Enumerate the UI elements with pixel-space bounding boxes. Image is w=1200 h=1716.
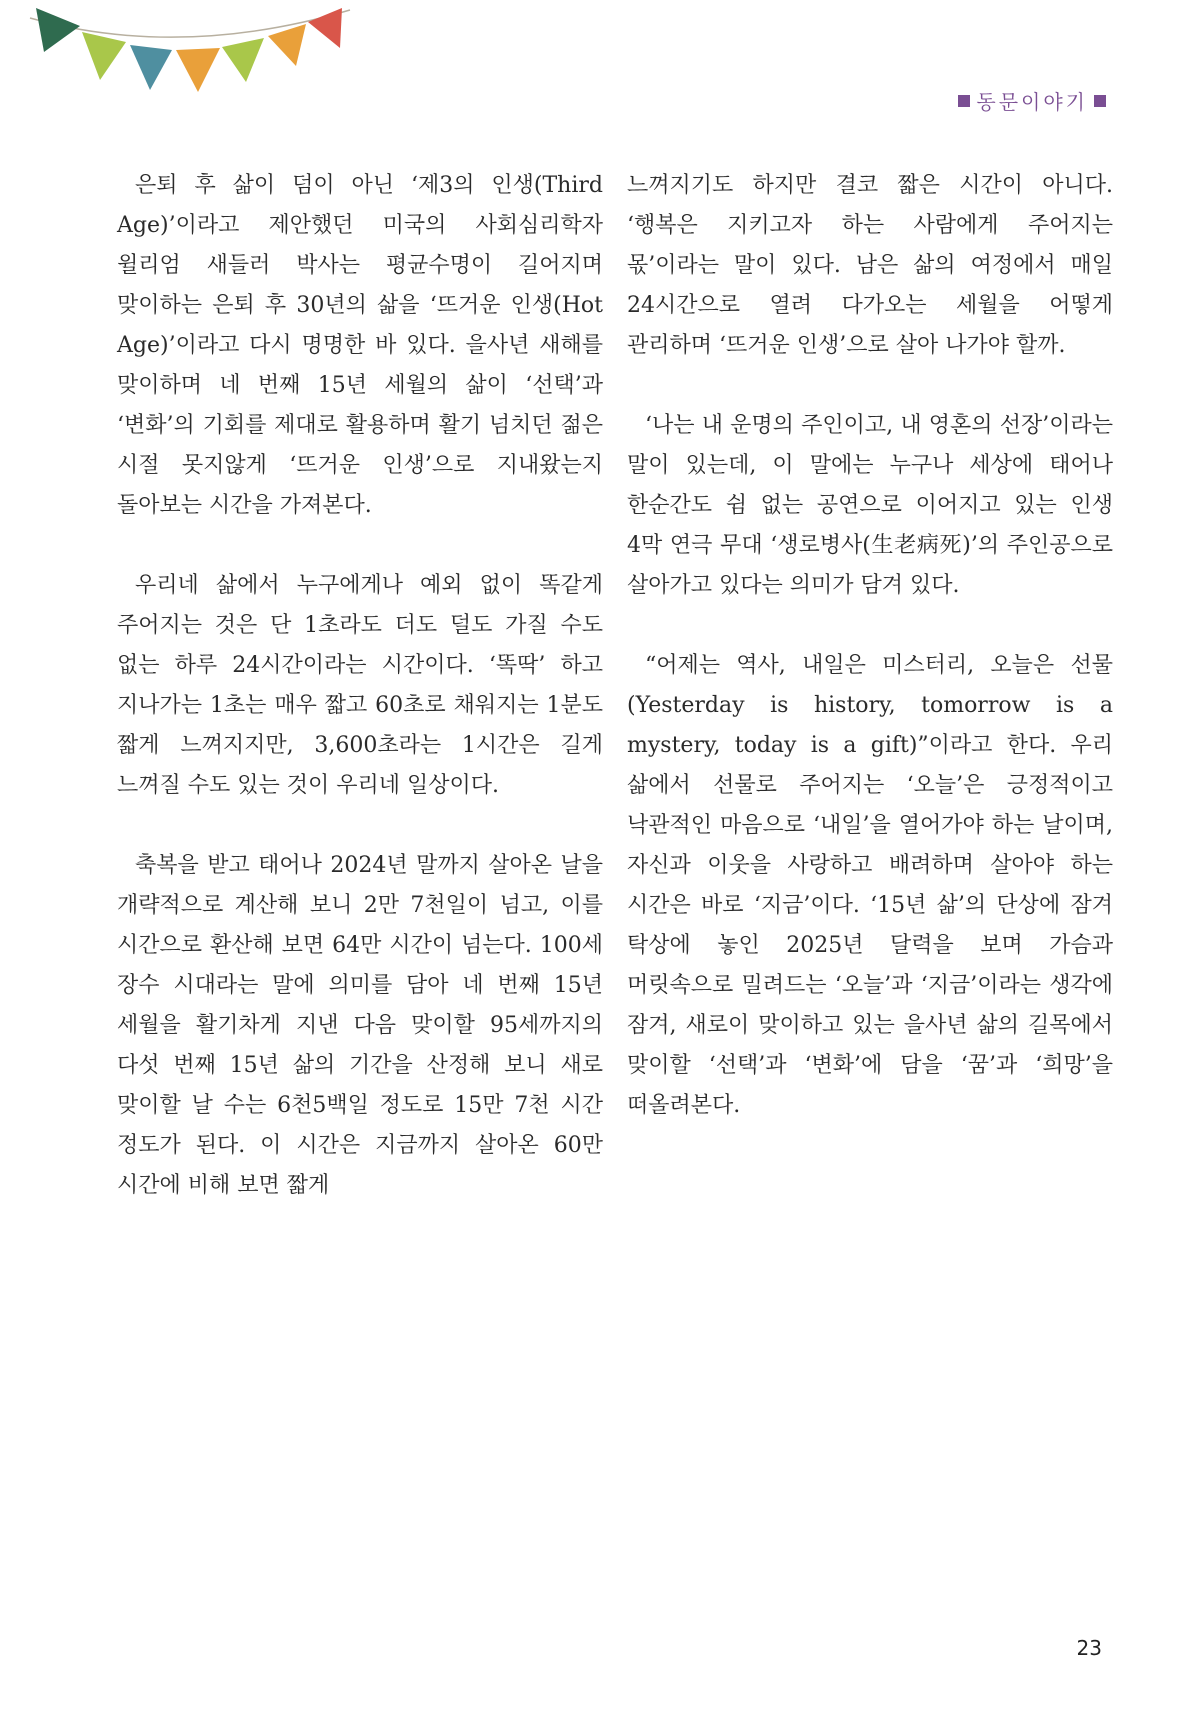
bunting-flags-decoration [0,0,380,110]
flag-1 [36,8,80,52]
header-square-left [958,95,970,107]
flag-4 [176,48,220,92]
paragraph: “어제는 역사, 내일은 미스터리, 오늘은 선물(Yesterday is history, tomorrow is a mystery, today is a gift)”이라고 한다. 우리 삶에서 선물로 주어지는 ‘오늘’은 긍정적이고 낙관적인 마음으로 ‘내일’을 열어가야 하는 날이며, 자신과 이웃을 사랑하고 배려하며 살아야 하는 시간은 바로 ‘지금’이다. ‘15년 삶’의 단상에 잠겨 탁상에 놓인 2025년 달력을 보며 가슴과 머릿속으로 밀려드는 ‘오늘’과 ‘지금’이라는 생각에 잠겨, 새로이 맞이하고 있는 을사년 삶의 길목에서 맞이할 ‘선택’과 ‘변화’에 담을 ‘꿈’과 ‘희망’을 떠올려본다. [627,653,1113,1118]
flag-5 [222,38,264,82]
flag-3 [130,45,172,90]
left-column [117,166,603,1246]
right-column [627,166,1113,1166]
section-header [958,86,1106,115]
header-square-right [1094,95,1106,107]
paragraph: 우리네 삶에서 누구에게나 예외 없이 똑같게 주어지는 것은 단 1초라도 더도 덜도 가질 수도 없는 하루 24시간이라는 시간이다. ‘똑딱’ 하고 지나가는 1초는 매우 짧고 60초로 채워지는 1분도 짧게 느껴지지만, 3,600초라는 1시간은 길게 느껴질 수도 있는 것이 우리네 일상이다. [117,573,603,798]
page-number: 23 [1076,1636,1102,1660]
paragraph: 느껴지기도 하지만 결코 짧은 시간이 아니다. ‘행복은 지키고자 하는 사람에게 주어지는 몫’이라는 말이 있다. 남은 삶의 여정에서 매일 24시간으로 열려 다가오는 세월을 어떻게 관리하며 ‘뜨거운 인생’으로 살아 나가야 할까. [627,173,1113,358]
paragraph: 축복을 받고 태어나 2024년 말까지 살아온 날을 개략적으로 계산해 보니 2만 7천일이 넘고, 이를 시간으로 환산해 보면 64만 시간이 넘는다. 100세 장수 시대라는 말에 의미를 담아 네 번째 15년 세월을 활기차게 지낸 다음 맞이할 95세까지의 다섯 번째 15년 삶의 기간을 산정해 보니 새로 맞이할 날 수는 6천5백일 정도로 15만 7천 시간 정도가 된다. 이 시간은 지금까지 살아온 60만 시간에 비해 보면 짧게 [117,853,603,1198]
paragraph: 은퇴 후 삶이 덤이 아닌 ‘제3의 인생(Third Age)’이라고 제안했던 미국의 사회심리학자 윌리엄 새들러 박사는 평균수명이 길어지며 맞이하는 은퇴 후 30년의 삶을 ‘뜨거운 인생(Hot Age)’이라고 다시 명명한 바 있다. 을사년 새해를 맞이하며 네 번째 15년 세월의 삶이 ‘선택’과 ‘변화’의 기회를 제대로 활용하며 활기 넘치던 젊은 시절 못지않게 ‘뜨거운 인생’으로 지내왔는지 돌아보는 시간을 가져본다. [117,173,603,518]
section-title: 동문이야기 [976,90,1088,114]
paragraph: ‘나는 내 운명의 주인이고, 내 영혼의 선장’이라는 말이 있는데, 이 말에는 누구나 세상에 태어나 한순간도 쉼 없는 공연으로 이어지고 있는 인생 4막 연극 무대 ‘생로병사(生老病死)’의 주인공으로 살아가고 있다는 의미가 담겨 있다. [627,413,1113,598]
flag-7 [308,8,342,48]
flag-2 [82,32,126,80]
flag-6 [268,24,306,66]
